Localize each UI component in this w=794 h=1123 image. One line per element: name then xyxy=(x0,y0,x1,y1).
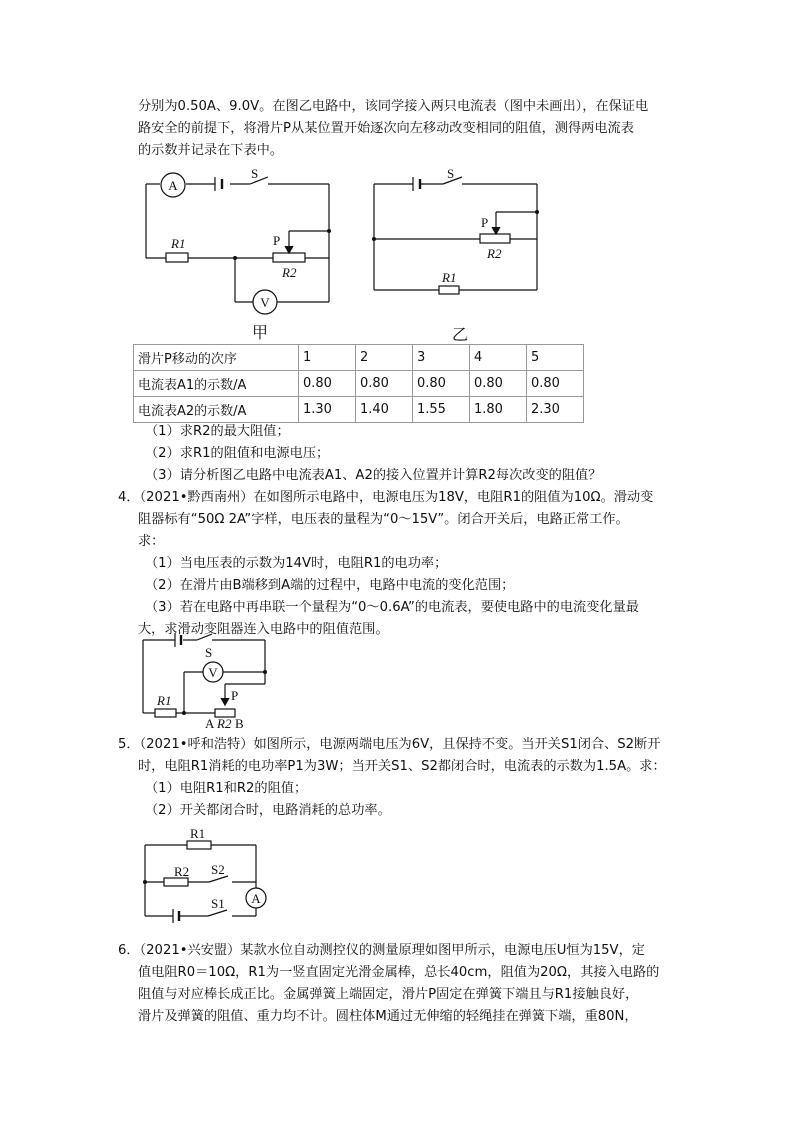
q3-sub-2: （2）求R1的阻值和电源电压； xyxy=(145,446,330,461)
intro-line-2: 路安全的前提下，将滑片P从某位置开始逐次向左移动改变相同的阻值，测得两电流表 xyxy=(138,121,634,136)
r2-label: R2 xyxy=(282,265,297,280)
intro-line-3: 的示数并记录在下表中。 xyxy=(138,143,284,158)
table-cell: 1.55 xyxy=(413,397,470,423)
r1-label-q5: R1 xyxy=(190,826,206,841)
q6-line-3: 阻值与对应棒长成正比。金属弹簧上端固定，滑片P固定在弹簧下端且与R1接触良好， xyxy=(138,987,639,1002)
slider-label-q4: P xyxy=(231,688,239,703)
q4-line-1: 4．（2021•黔西南州）在如图所示电路中，电源电压为18V，电阻R1的阻值为10Ω。滑动变 xyxy=(118,490,654,505)
table-cell: 0.80 xyxy=(413,371,470,397)
r1-label-q4: R1 xyxy=(157,693,172,708)
table-cell: 0.80 xyxy=(356,371,413,397)
q6-line-1: 6．（2021•兴安盟）某款水位自动测控仪的测量原理如图甲所示，电源电压U恒为15V，定 xyxy=(118,943,645,958)
switch-label-q4: S xyxy=(205,645,213,660)
ammeter-icon xyxy=(245,887,269,911)
r2-label-q4: R2 xyxy=(217,716,232,731)
table-cell: 1 xyxy=(299,345,356,371)
figure-caption-yi: 乙 xyxy=(452,325,469,344)
q5-sub-2: （2）开关都闭合时，电路消耗的总功率。 xyxy=(145,803,391,818)
table-row-header: 滑片P移动的次序 xyxy=(134,345,299,371)
table-cell: 4 xyxy=(470,345,527,371)
slider-label: P xyxy=(273,233,281,248)
q5-sub-1: （1）电阻R1和R2的阻值； xyxy=(145,781,308,796)
q3-sub-3: （3）请分析图乙电路中电流表A1、A2的接入位置并计算R2每次改变的阻值？ xyxy=(145,468,602,483)
switch-label: S xyxy=(251,166,259,181)
table-cell: 1.30 xyxy=(299,397,356,423)
table-cell: 2.30 xyxy=(527,397,584,423)
q4-line-3: 求： xyxy=(138,534,165,549)
q4-line-2: 阻器标有“50Ω 2A”字样，电压表的量程为“0～15V”。闭合开关后，电路正常工作。 xyxy=(138,512,629,527)
intro-line-1: 分别为0.50A、9.0V。在图乙电路中，该同学接入两只电流表（图中未画出），在保证电 xyxy=(138,99,649,114)
svg-text:A: A xyxy=(168,178,178,193)
svg-text:A: A xyxy=(251,891,261,906)
q6-line-2: 值电阻R0＝10Ω，R1为一竖直固定光滑金属棒，总长40cm，阻值为20Ω，其接入电路的 xyxy=(138,965,660,980)
end-b-label: B xyxy=(235,716,244,731)
end-a-label: A xyxy=(205,716,215,731)
s1-label: S1 xyxy=(211,896,225,911)
q4-sub-3a: （3）若在电路中再串联一个量程为“0～0.6A”的电流表，要使电路中的电流变化量最 xyxy=(145,600,639,615)
q5-line-2: 时，电阻R1消耗的电功率P1为3W；当开关S1、S2都闭合时，电流表的示数为1.5A。求： xyxy=(138,759,666,774)
table-row-header: 电流表A2的示数/A xyxy=(134,397,299,423)
s2-label: S2 xyxy=(211,862,225,877)
q6-line-4: 滑片及弹簧的阻值、重力均不计。圆柱体M通过无伸缩的轻绳挂在弹簧下端，重80N， xyxy=(138,1009,638,1024)
q5-line-1: 5．（2021•呼和浩特）如图所示，电源两端电压为6V，且保持不变。当开关S1闭合、S2断开 xyxy=(118,737,661,752)
r2-label-yi: R2 xyxy=(487,246,502,261)
slider-label-yi: P xyxy=(481,215,489,230)
table-cell: 2 xyxy=(356,345,413,371)
table-cell: 1.80 xyxy=(470,397,527,423)
figure-caption-jia: 甲 xyxy=(252,323,269,342)
q4-sub-3b: 大，求滑动变阻器连入电路中的阻值范围。 xyxy=(138,622,389,637)
q3-sub-1: （1）求R2的最大阻值； xyxy=(145,424,290,439)
q4-sub-1: （1）当电压表的示数为14V时，电阻R1的电功率； xyxy=(145,556,448,571)
table-cell: 0.80 xyxy=(470,371,527,397)
table-cell: 5 xyxy=(527,345,584,371)
switch-label-yi: S xyxy=(447,166,455,181)
svg-text:V: V xyxy=(208,665,218,680)
table-cell: 1.40 xyxy=(356,397,413,423)
r1-label-yi: R1 xyxy=(442,270,457,285)
table-cell: 3 xyxy=(413,345,470,371)
r1-label: R1 xyxy=(171,236,186,251)
r2-label-q5: R2 xyxy=(174,864,190,879)
table-cell: 0.80 xyxy=(299,371,356,397)
svg-text:V: V xyxy=(260,295,270,310)
table-row-header: 电流表A1的示数/A xyxy=(134,371,299,397)
table-cell: 0.80 xyxy=(527,371,584,397)
q4-sub-2: （2）在滑片由B端移到A端的过程中，电路中电流的变化范围； xyxy=(145,578,515,593)
